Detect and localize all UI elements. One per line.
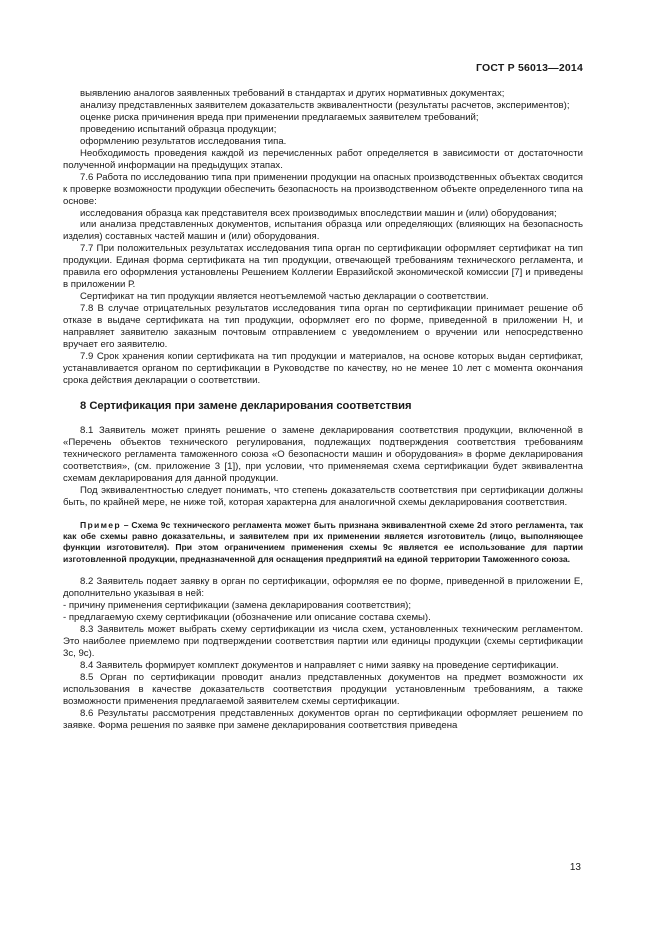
page-number: 13: [569, 862, 581, 873]
list-item: исследования образца как представителя всех производимых впоследствии машин и (или) оборудования;: [80, 207, 557, 219]
clause-8-1: 8.1 Заявитель может принять решение о замене декларирования соответствия продукции, включенной в «Перечень объектов технического регулирования, подлежащих подтверждения соответствия требованиям технического регламента таможенного союза «О безопасности машин и оборудования» в форме декларирования соответствия», (см. приложение 3 [1]), при условии, что применяемая схема сертификации будет эквивалентна схемам декларирования для данной продукции.: [63, 424, 583, 484]
list-item: - предлагаемую схему сертификации (обозначение или описание состава схемы).: [63, 611, 431, 623]
clause-7-9: 7.9 Срок хранения копии сертификата на тип продукции и материалов, на основе которых выдан сертификат, устанавливается органом по сертификации в Руководстве по качеству, но не менее 10 лет с момента окончания срока действия декларации о соответствии.: [63, 350, 583, 386]
clause-8-2: 8.2 Заявитель подает заявку в орган по сертификации, оформляя ее по форме, приведенной в приложении Е, дополнительно указывая в ней:: [63, 576, 583, 600]
clause-8-5: 8.5 Орган по сертификации проводит анализ представленных документов на предмет возможности их использования в качестве доказательств соответствия продукции установленным требованиям, а также возможности применения предлагаемой заявителем схемы сертификации.: [63, 671, 583, 707]
example-note: [63, 520, 583, 566]
example-text: – Схема 9с технического регламента может быть признана эквивалентной схеме 2d этого регламента, так как обе схемы равно доказательны, и заявителем при их применении является изготовитель (лицо, выполняющее функции изготовителя). При этом ограничением применения схемы 9с является ее использование для партии изготовленной продукции, предназначенной для оснащения предприятий на единой территории Таможенного союза.: [63, 519, 583, 564]
section-heading: 8 Сертификация при замене декларирования соответствия: [80, 399, 412, 412]
clause-7-7: 7.7 При положительных результатах исследования типа орган по сертификации оформляет сертификат на тип продукции. Единая форма сертификата на тип продукции, отвечающей требованиям технического регламента, и правила его оформления установлены Решением Коллегии Евразийской экономической комиссии [7] и приведены в приложении Р.: [63, 243, 583, 291]
list-item: анализу представленных заявителем доказательств эквивалентности (результаты расчетов, экспериментов);: [80, 99, 570, 111]
clause-7-8: 7.8 В случае отрицательных результатов исследования типа орган по сертификации принимает решение об отказе в выдаче сертификата на тип продукции, оформляет его по форме, приведенной в приложении Н, и направляет заявителю заказным почтовым отправлением с уведомлением о вручении или непосредственно вручает его заявителю.: [63, 303, 583, 351]
clause-8-6: 8.6 Результаты рассмотрения представленных документов орган по сертификации оформляет решением по заявке. Форма решения по заявке при замене декларирования соответствия приведена: [63, 707, 583, 731]
clause-7-6: 7.6 Работа по исследованию типа при применении продукции на опасных производственных объектах сводится к проверке возможности продукции обеспечить безопасность на производственном объекте определенного типа на основе:: [63, 171, 583, 207]
list-item: оформлению результатов исследования типа.: [80, 135, 287, 147]
clause-8-4: 8.4 Заявитель формирует комплект документов и направляет с ними заявку на проведение сертификации.: [80, 659, 559, 671]
example-label: Пример: [80, 519, 121, 530]
list-item: - причину применения сертификации (замена декларирования соответствия);: [63, 600, 412, 612]
standard-id: ГОСТ Р 56013—2014: [475, 62, 583, 74]
list-item: проведению испытаний образца продукции;: [80, 123, 277, 135]
paragraph: Под эквивалентностью следует понимать, что степень доказательств соответствия при сертификации должны быть, по крайней мере, не ниже той, которая характерна для аналогичной схемы декларирования соответствия.: [63, 484, 583, 508]
list-item: выявлению аналогов заявленных требований в стандартах и других нормативных документах;: [80, 88, 505, 99]
clause-8-3: 8.3 Заявитель может выбрать схему сертификации из числа схем, установленных техническим регламентом. Это наиболее приемлемо при подтверждении соответствия партии или единицы продукции (схемы сертификации 3с, 9с).: [63, 623, 583, 659]
list-item: или анализа представленных документов, испытания образца или определяющих (влияющих на безопасность изделия) составных частей машин и (или) оборудования.: [63, 219, 583, 243]
list-item: оценке риска причинения вреда при применении предлагаемых заявителем требований;: [80, 111, 479, 123]
paragraph: Сертификат на тип продукции является неотъемлемой частью декларации о соответствии.: [80, 291, 489, 303]
body-text: [63, 88, 583, 732]
paragraph: Необходимость проведения каждой из перечисленных работ определяется в зависимости от достаточности полученной информации на предыдущих этапах.: [63, 147, 583, 171]
